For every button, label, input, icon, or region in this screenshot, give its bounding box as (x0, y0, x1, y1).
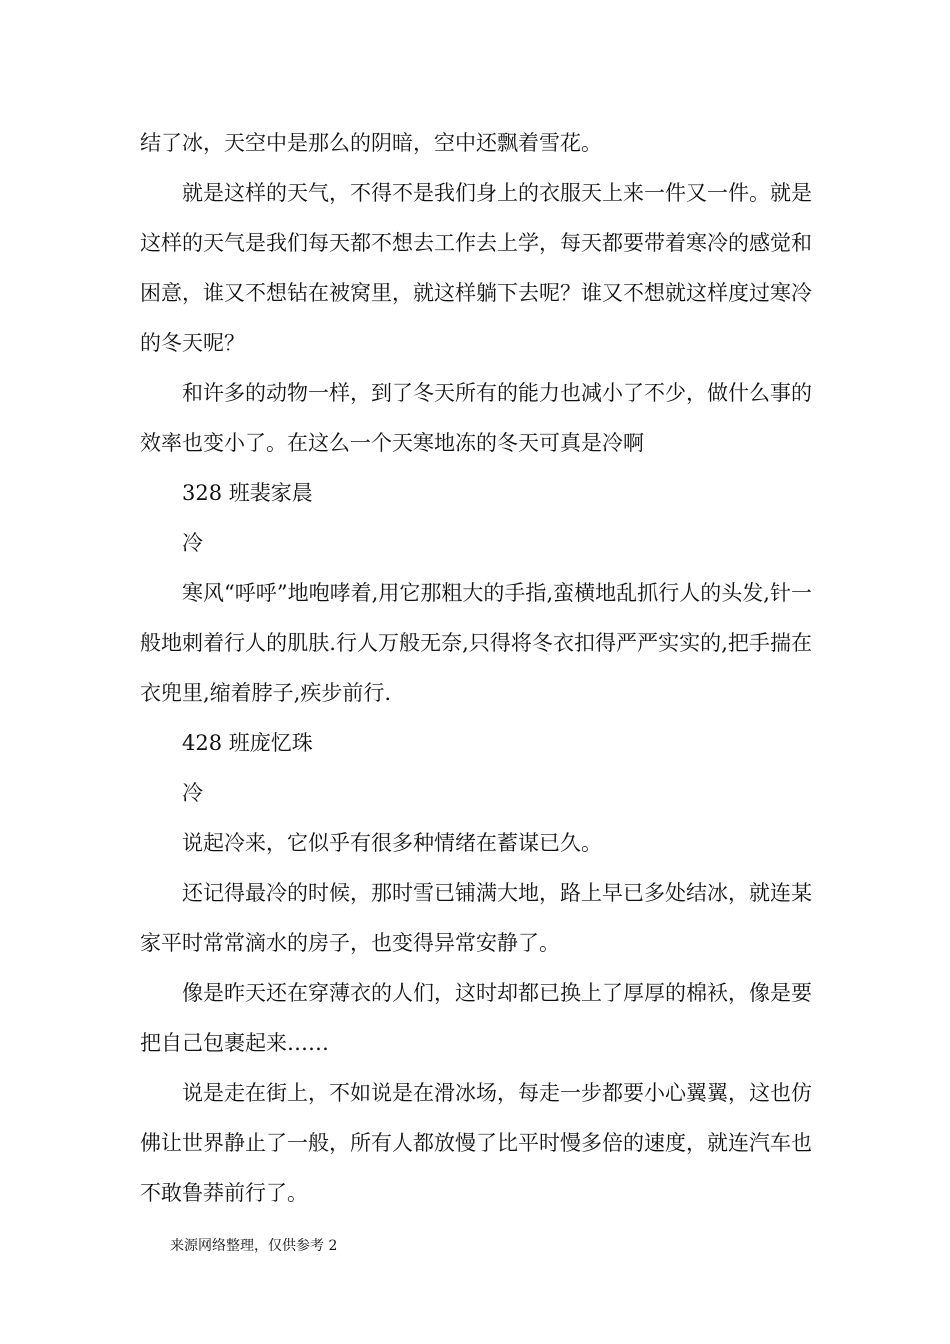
author-line-1: 328 班裴家晨 (182, 481, 313, 505)
page-footer: 来源网络整理，仅供参考 2 (170, 1238, 338, 1254)
paragraph-3: 和许多的动物一样，到了冬天所有的能力也减小了不少，做什么事的效率也变小了。在这么一个天寒地冻的冬天可真是冷啊 (140, 381, 812, 455)
paragraph-7: 像是昨天还在穿薄衣的人们，这时却都已换上了厚厚的棉袄，像是要把自己包裹起来…… (140, 981, 812, 1055)
section-title-1: 冷 (182, 531, 203, 555)
paragraph-8: 说是走在街上，不如说是在滑冰场，每走一步都要小心翼翼，这也仿佛让世界静止了一般，所有人都放慢了比平时慢多倍的速度，就连汽车也不敢鲁莽前行了。 (140, 1081, 812, 1205)
paragraph-6: 还记得最冷的时候，那时雪已铺满大地，路上早已多处结冰，就连某家平时常常滴水的房子，也变得异常安静了。 (140, 881, 812, 955)
section-title-2: 冷 (182, 781, 203, 805)
paragraph-1: 结了冰，天空中是那么的阴暗，空中还飘着雪花。 (140, 131, 602, 155)
paragraph-4: 寒风“呼呼”地咆哮着,用它那粗大的手指,蛮横地乱抓行人的头发,针一般地刺着行人的肌肤.行人万般无奈,只得将冬衣扣得严严实实的,把手揣在衣兜里,缩着脖子,疾步前行. (140, 581, 812, 705)
author-line-2: 428 班庞忆珠 (182, 731, 313, 755)
paragraph-5: 说起冷来，它似乎有很多种情绪在蓄谋已久。 (182, 831, 602, 855)
paragraph-2: 就是这样的天气，不得不是我们身上的衣服天上来一件又一件。就是这样的天气是我们每天都不想去工作去上学，每天都要带着寒冷的感觉和困意，谁又不想钻在被窝里，就这样躺下去呢？谁又不想就这样度过寒冷的冬天呢？ (140, 181, 812, 355)
document-body (140, 118, 812, 1218)
